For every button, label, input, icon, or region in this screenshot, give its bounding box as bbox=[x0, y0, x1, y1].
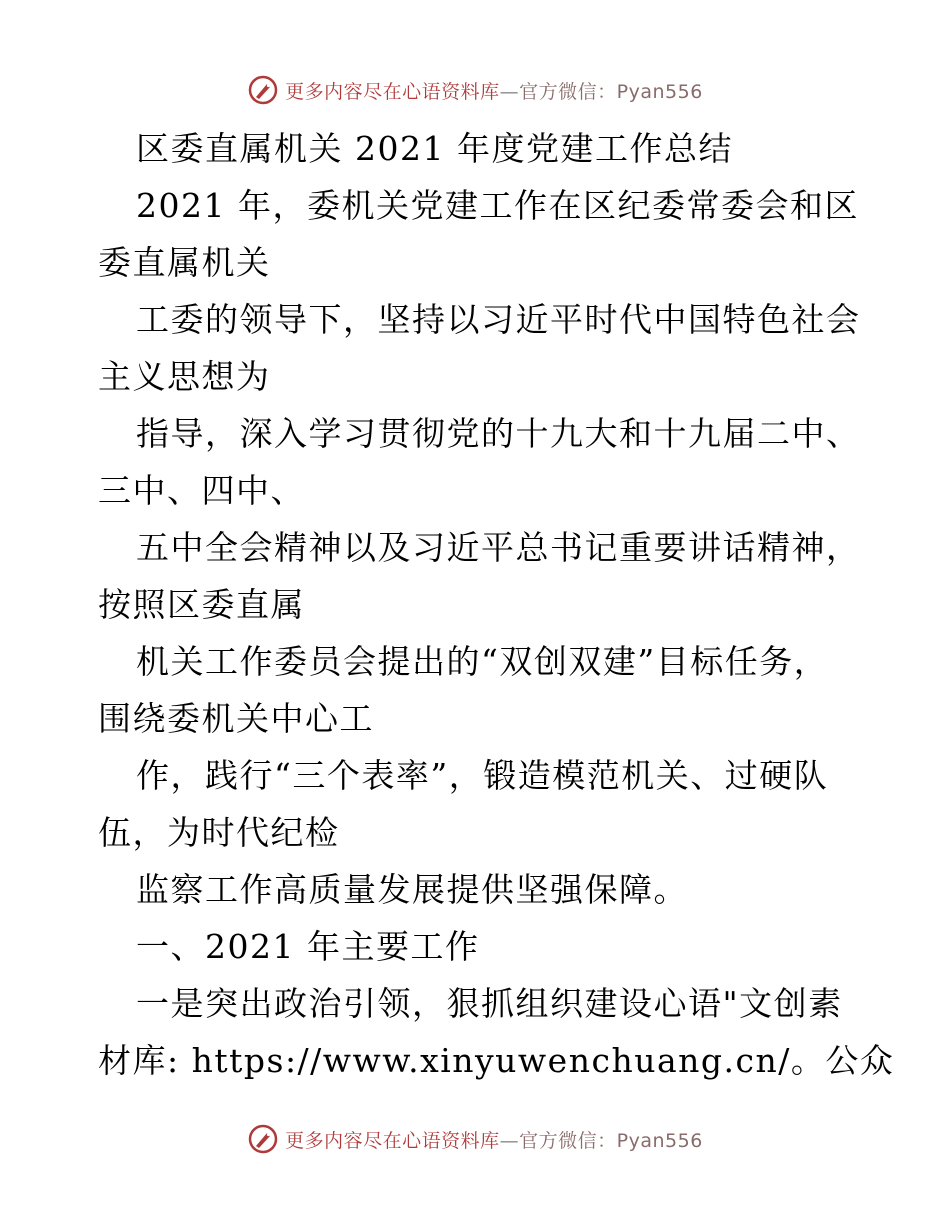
document-body bbox=[98, 120, 895, 1089]
paragraph-line: 监察工作高质量发展提供坚强保障。 bbox=[136, 870, 688, 909]
paragraph-line: 作，践行“三个表率”，锻造模范机关、过硬队 bbox=[136, 756, 829, 795]
paragraph-line: 伍，为时代纪检 bbox=[98, 813, 340, 852]
footer-banner bbox=[0, 1119, 950, 1159]
header-banner-dash: — bbox=[499, 80, 520, 103]
paragraph-line: 围绕委机关中心工 bbox=[98, 699, 374, 738]
paragraph-line: 按照区委直属 bbox=[98, 585, 305, 624]
pen-nib-logo-icon bbox=[247, 74, 279, 106]
header-banner-title: 更多内容尽在心语资料库 bbox=[285, 80, 500, 103]
footer-banner-title: 更多内容尽在心语资料库 bbox=[285, 1129, 500, 1152]
paragraph-line: 工委的领导下，坚持以习近平时代中国特色社会 bbox=[136, 300, 861, 339]
paragraph-line: 2021 年，委机关党建工作在区纪委常委会和区 bbox=[136, 186, 859, 225]
pen-nib-logo-icon bbox=[247, 1123, 279, 1155]
paragraph-line: 委直属机关 bbox=[98, 243, 271, 282]
footer-banner-contact: 官方微信：Pyan556 bbox=[519, 1129, 703, 1152]
header-banner bbox=[0, 70, 950, 110]
paragraph-line: 五中全会精神以及习近平总书记重要讲话精神， bbox=[136, 528, 861, 567]
paragraph-line: 一是突出政治引领，狠抓组织建设心语"文创素 bbox=[136, 984, 843, 1023]
paragraph-line: 指导，深入学习贯彻党的十九大和十九届二中、 bbox=[136, 414, 861, 453]
header-banner-contact: 官方微信：Pyan556 bbox=[519, 80, 703, 103]
document-title: 区委直属机关 2021 年度党建工作总结 bbox=[136, 129, 733, 168]
paragraph-line: 机关工作委员会提出的“双创双建”目标任务， bbox=[136, 642, 829, 681]
section-heading: 一、2021 年主要工作 bbox=[136, 927, 480, 966]
paragraph-line: 材库: https://www.xinyuwenchuang.cn/。公众 bbox=[98, 1041, 895, 1080]
paragraph-line: 主义思想为 bbox=[98, 357, 271, 396]
footer-banner-dash: — bbox=[499, 1129, 520, 1152]
footer-banner-text bbox=[285, 1126, 703, 1153]
header-banner-text bbox=[285, 77, 703, 104]
paragraph-line: 三中、四中、 bbox=[98, 471, 305, 510]
